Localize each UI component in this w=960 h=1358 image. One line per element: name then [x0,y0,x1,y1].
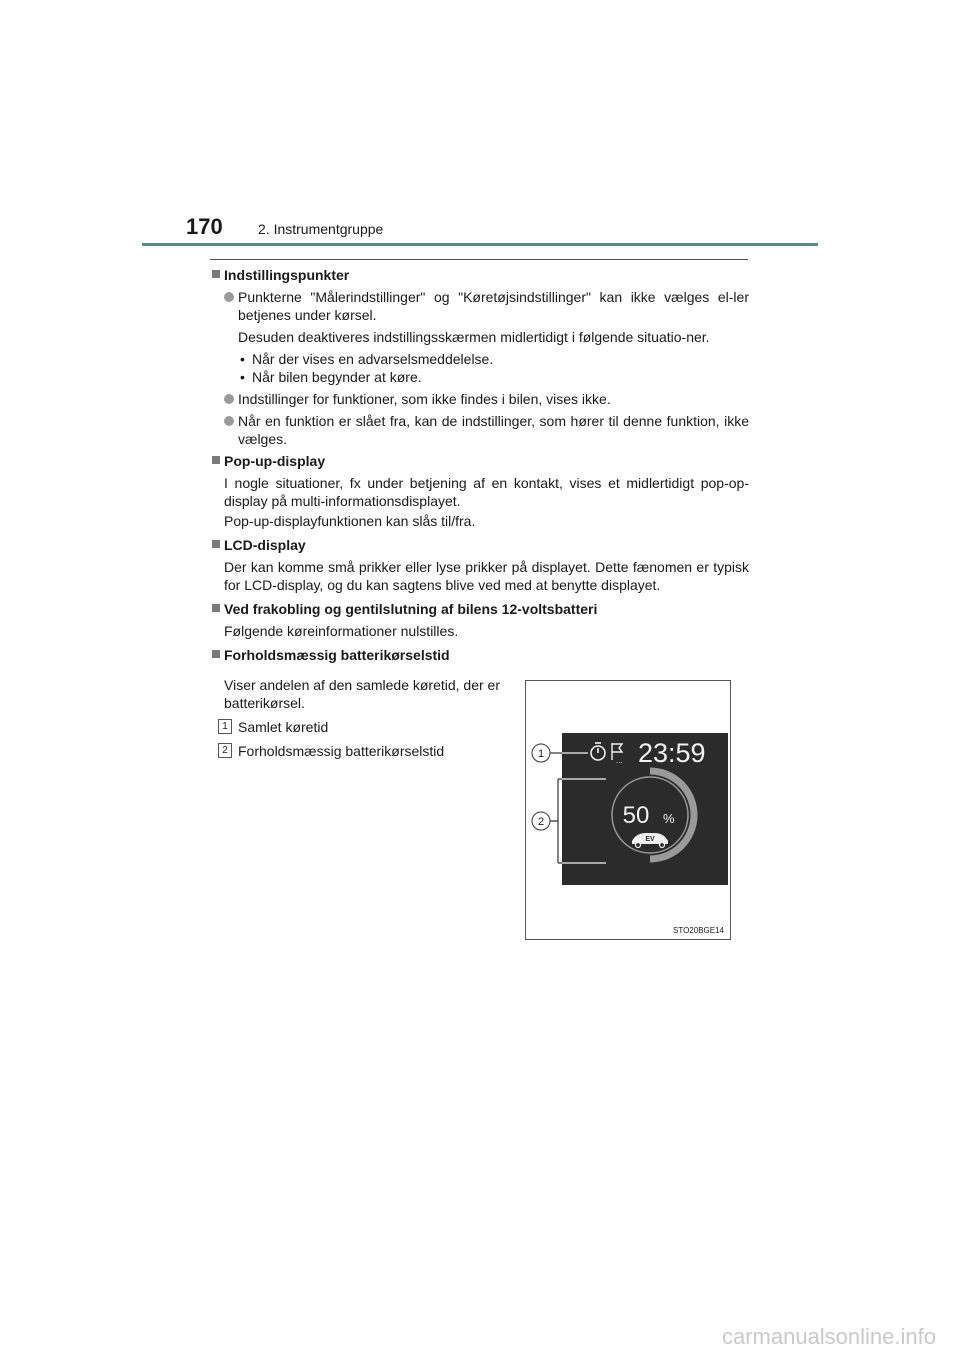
callout-1-label: 1 [537,748,545,760]
section-heading: Pop-up-display [212,452,749,470]
ev-label: EV [645,836,655,843]
figure-code: STO20BGE14 [673,926,724,935]
bullet-item: Punkterne "Målerindstillinger" og "Køretøjsindstillinger" kan ikke vælges el-ler betjenes under kørsel. [224,288,749,324]
list-item: 1 Samlet køretid [224,718,514,736]
percent-value: 50 [622,802,650,829]
list-item: 2 Forholdsmæssig batterikørselstid [224,742,514,760]
header-rule [142,243,818,246]
bullet-item: Når en funktion er slået fra, kan de indstillinger, som hører til denne funktion, ikke vælges. [224,412,749,448]
section-heading: Indstillingspunkter [212,266,749,284]
section-heading: Forholdsmæssig batterikørselstid [212,646,749,664]
round-bullet-icon [224,416,234,426]
paragraph: Desuden deaktiveres indstillingsskærmen midlertidigt i følgende situatio-ner. [238,329,710,345]
main-content [212,266,749,668]
display-figure [525,680,731,940]
square-bullet-icon [212,604,220,612]
square-bullet-icon [212,456,220,464]
paragraph: I nogle situationer, fx under betjening af en kontakt, vises et midlertidigt pop-op-display på multi-informationsdisplayet. [224,475,749,509]
ratio-description [224,676,514,760]
paragraph: Viser andelen af den samlede køretid, der er batterikørsel. [224,677,501,711]
callout-number: 2 [218,743,232,758]
sub-list [238,350,749,386]
svg-text:...: ... [616,756,623,765]
content-rule [210,259,748,260]
paragraph: Pop-up-displayfunktionen kan slås til/fra. [224,513,476,529]
section-heading: Ved frakobling og gentilslutning af bilens 12-voltsbatteri [212,600,749,618]
percent-unit: % [663,811,675,826]
watermark: carmanualsonline.info [721,1324,936,1349]
square-bullet-icon [212,270,220,278]
chapter-title: 2. Instrumentgruppe [258,221,384,237]
list-item: • Når der vises en advarselsmeddelelse. [240,351,494,367]
bullet-item: Indstillinger for funktioner, som ikke findes i bilen, vises ikke. [224,390,749,408]
paragraph: Følgende køreinformationer nulstilles. [224,623,459,639]
page-number: 170 [186,214,223,239]
section-heading: LCD-display [212,536,749,554]
square-bullet-icon [212,540,220,548]
callout-2-bracket [550,779,562,863]
callout-number: 1 [218,719,232,734]
round-bullet-icon [224,394,234,404]
total-time: 23:59 [638,738,706,768]
display-illustration [526,681,730,939]
round-bullet-icon [224,292,234,302]
list-item: • Når bilen begynder at køre. [240,369,422,385]
square-bullet-icon [212,650,220,658]
paragraph: Der kan komme små prikker eller lyse prikker på displayet. Dette fænomen er typisk for LCD-display, og du kan sagtens blive ved med at benytte displayet. [224,559,749,593]
callout-2-label: 2 [537,816,545,828]
